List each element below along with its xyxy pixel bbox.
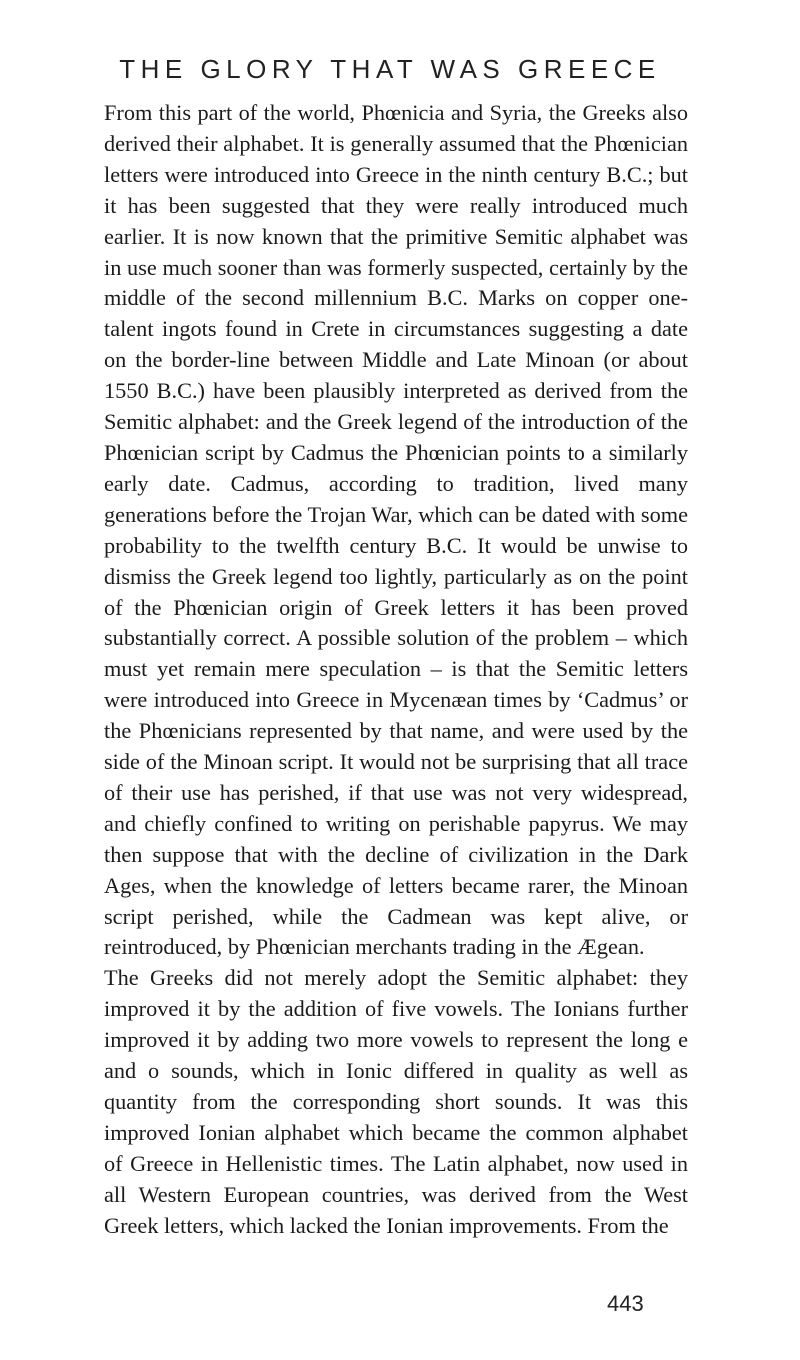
body-text: [104, 98, 688, 1242]
paragraph-2: The Greeks did not merely adopt the Semitic alphabet: they improved it by the addition of five vowels. The Ionians further improved it by adding two more vowels to represent the long e and o sounds, which in Ionic differed in quality as well as quantity from the corresponding short sounds. It was this improved Ionian alphabet which became the common alphabet of Greece in Hellenistic times. The Latin alphabet, now used in all Western European countries, was derived from the West Greek letters, which lacked the Ionian improvements. From the: [104, 965, 688, 1238]
running-head: THE GLORY THAT WAS GREECE: [119, 54, 661, 84]
paragraph-1: From this part of the world, Phœnicia and Syria, the Greeks also derived their alphabet. It is generally assumed that the Phœnician letters were introduced into Greece in the ninth century B.C.; but it has been suggested that they were really introduced much earlier. It is now known that the primitive Semitic alphabet was in use much sooner than was formerly suspected, certainly by the middle of the second millennium B.C. Marks on copper one-talent ingots found in Crete in circumstances suggesting a date on the border-line between Middle and Late Minoan (or about 1550 B.C.) have been plausibly interpreted as derived from the Semitic alphabet: and the Greek legend of the introduction of the Phœnician script by Cadmus the Phœnician points to a similarly early date. Cadmus, according to tradition, lived many generations before the Trojan War, which can be dated with some probability to the twelfth century B.C. It would be unwise to dismiss the Greek legend too lightly, particularly as on the point of the Phœnician origin of Greek letters it has been proved substantially correct. A possible solution of the problem – which must yet remain mere speculation – is that the Semitic letters were introduced into Greece in Mycenæan times by ‘Cadmus’ or the Phœnicians represented by that name, and were used by the side of the Minoan script. It would not be surprising that all trace of their use has perished, if that use was not very widespread, and chiefly confined to writing on perishable papyrus. We may then suppose that with the decline of civilization in the Dark Ages, when the knowledge of letters became rarer, the Minoan script perished, while the Cadmean was kept alive, or reintroduced, by Phœnician merchants trading in the Ægean.: [104, 100, 688, 960]
page-number: 443: [607, 1291, 644, 1316]
